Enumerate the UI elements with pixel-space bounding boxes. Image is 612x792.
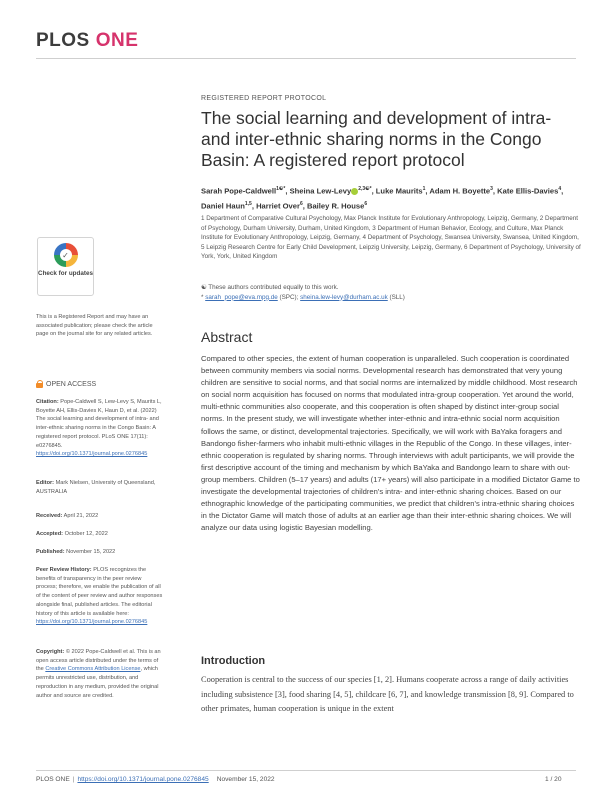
footer-doi-link[interactable]: https://doi.org/10.1371/journal.pone.0276845	[77, 776, 209, 783]
author-name[interactable]: , Luke Maurits	[371, 186, 423, 196]
citation-label: Citation:	[36, 399, 59, 405]
accepted-date	[36, 530, 186, 539]
copyright-block	[36, 648, 164, 700]
published-value: November 15, 2022	[64, 549, 116, 555]
author-sup: 2,3☯*	[358, 186, 372, 192]
registered-report-note: This is a Registered Report and may have an associated publication; please check the article page on the journal site for any related articles.	[36, 314, 153, 338]
email-suffix: (SLL)	[387, 293, 405, 301]
logo-plos: PLOS	[36, 30, 90, 51]
author-sup: 1,5	[244, 200, 252, 207]
published-date	[36, 548, 186, 557]
article-type-label: REGISTERED REPORT PROTOCOL	[201, 95, 327, 102]
author-name[interactable]: Sarah Pope-Caldwell	[201, 186, 277, 196]
license-link[interactable]: Creative Commons Attribution License	[45, 666, 141, 673]
author-notes	[201, 283, 581, 302]
footer-journal: PLOS ONE	[36, 776, 70, 783]
citation-doi-link[interactable]: https://doi.org/10.1371/journal.pone.0276845	[36, 451, 148, 458]
abstract-heading: Abstract	[201, 329, 253, 345]
editor-label: Editor:	[36, 480, 55, 486]
received-value: April 21, 2022	[62, 513, 99, 519]
received-label: Received:	[36, 513, 63, 519]
copyright-label: Copyright:	[36, 649, 65, 655]
published-label: Published:	[36, 549, 65, 555]
author-sup: 6	[299, 200, 303, 207]
corresponding-authors: * sarah_pope@eva.mpg.de (SPC); sheina.lew-levy@durham.ac.uk (SLL)	[201, 293, 405, 301]
check-for-updates-badge[interactable]	[37, 237, 94, 296]
open-access-label	[36, 380, 96, 388]
author-name[interactable]: , Bailey R. House	[302, 201, 365, 211]
introduction-heading: Introduction	[201, 655, 266, 667]
copyright-text: © 2022 Pope-Caldwell et al. This is an open access article distributed under the terms of the	[36, 649, 161, 673]
citation-text: Pope-Caldwell S, Lew-Levy S, Maurits L, Boyette AH, Ellis-Davies K, Haun D, et al. (2022) The social learning and development of intra- and inter-ethnic sharing norms in the Congo Basin: A registered report protocol. PLoS ONE 17(11): e0276845.	[36, 399, 162, 449]
peer-review-block	[36, 566, 164, 627]
lock-icon	[36, 380, 43, 388]
introduction-text: Cooperation is central to the success of our species [1, 2]. Humans cooperate across a range of daily activities including subsistence [3], food sharing [4, 5], childcare [6, 7], and knowledge transmission [8, 9]. Compared to other primates, human cooperation is unique in the extent	[201, 675, 574, 714]
author-name[interactable]: , Sheina Lew-Levy	[285, 186, 352, 196]
article-title: The social learning and development of intra- and inter-ethnic sharing norms in the Congo Basin: A registered report protocol	[201, 108, 552, 170]
footer-date: November 15, 2022	[216, 776, 275, 783]
accepted-label: Accepted:	[36, 531, 64, 537]
received-date	[36, 512, 186, 521]
page-footer: PLOS ONE | https://doi.org/10.1371/journal.pone.0276845 November 15, 2022	[36, 776, 275, 783]
author-name[interactable]: , Daniel Haun	[201, 186, 564, 211]
author-name[interactable]: , Adam H. Boyette	[425, 186, 491, 196]
email-link[interactable]: sarah_pope@eva.mpg.de	[205, 293, 278, 301]
author-sup: 3	[490, 186, 493, 192]
email-link[interactable]: sheina.lew-levy@durham.ac.uk	[300, 293, 388, 301]
equal-contribution-note: ☯ These authors contributed equally to this work.	[201, 284, 339, 291]
author-list	[201, 183, 581, 212]
editor-block	[36, 479, 164, 496]
journal-logo[interactable]	[36, 30, 138, 52]
citation-block	[36, 398, 164, 459]
peer-review-link[interactable]: https://doi.org/10.1371/journal.pone.0276845	[36, 619, 148, 626]
peer-review-label: Peer Review History:	[36, 567, 92, 573]
page-number: 1 / 20	[545, 776, 562, 783]
editor-text: Mark Nielsen, University of Queensland, AUSTRALIA	[36, 480, 156, 495]
author-sup: 6	[364, 200, 368, 207]
author-sup: 4	[558, 186, 562, 192]
email-suffix: (SPC);	[277, 293, 301, 301]
copyright-text-end: , which permits unrestricted use, distribution, and reproduction in any medium, provided the original author and source are credited.	[36, 666, 159, 699]
peer-review-text: PLOS recognizes the benefits of transparency in the peer review process; therefore, we enable the publication of all of the content of peer review and author responses alongside final, published articles. The editorial history of this article is available here:	[36, 567, 163, 617]
open-access-text: OPEN ACCESS	[46, 380, 97, 388]
footer-rule	[36, 770, 576, 771]
header-rule	[36, 58, 576, 59]
abstract-text: Compared to other species, the extent of human cooperation is unparalleled. Such cooperation is coordinated between community members via social norms. Developmental research has demonstrated that very young children are sensitive to social norms, and that social norms are internalized by middle childhood. Most research on social norm acquisition has focused on norms that modulated intra-group cooperation. Yet around the world, multi-ethnic communities also cooperate, and this cooperation is often shaped by distinct inter-group social norms. In the present study, we will investigate whether inter-ethnic and intra-ethnic social norm acquisition follows the same, or distinct, developmental trajectories. Specifically, we will work with BaYaka foragers and Bandongo fisher-farmers who inhabit multi-ethnic villages in the Republic of the Congo. In these villages, inter-ethnic cooperation is regulated by sharing norms. Through interviews with adult participants, we will provide the first descriptive account of the timing and mechanism by which BaYaka and Bandongo learn to share with out-group members. Children (5–17 years) and adults (17+ years) will also participate in a modified Dictator Game to investigate the developmental trajectories of children's intra- and inter-ethnic sharing choices. Based on our ethnographic knowledge of the participating communities, we predict that children's intra-ethnic sharing choices in the Dictator Game will match those of adults at an earlier age than their inter-ethnic sharing choices. We will analyze our data using logistic Bayesian modelling.	[201, 354, 580, 533]
author-sup: 1	[422, 186, 426, 192]
author-sup: 1☯*	[276, 186, 286, 192]
author-name[interactable]: , Harriet Over	[251, 201, 300, 211]
affiliations: 1 Department of Comparative Cultural Psychology, Max Planck Institute for Evolutionary Anthropology, Leipzig, Germany, 2 Department of Psychology, Durham University, Durham, United Kingdom, 3 Department of Human Behavior, Ecology, and Culture, Max Planck Institute for Evolutionary Anthropology, Leipzig, Germany, 4 Department of Psychology, Swansea University, Swansea, United Kingdom, 5 Leipzig Research Centre for Early Child Development, Leipzig University, Leipzig, Germany, 6 Department of Psychology, University of York, York, United Kingdom	[201, 215, 581, 261]
check-for-updates-icon: ✓	[54, 243, 78, 267]
badge-label: Check for updates	[38, 270, 93, 277]
author-name[interactable]: , Kate Ellis-Davies	[492, 186, 559, 196]
accepted-value: October 12, 2022	[63, 531, 108, 537]
logo-one: ONE	[95, 30, 139, 51]
